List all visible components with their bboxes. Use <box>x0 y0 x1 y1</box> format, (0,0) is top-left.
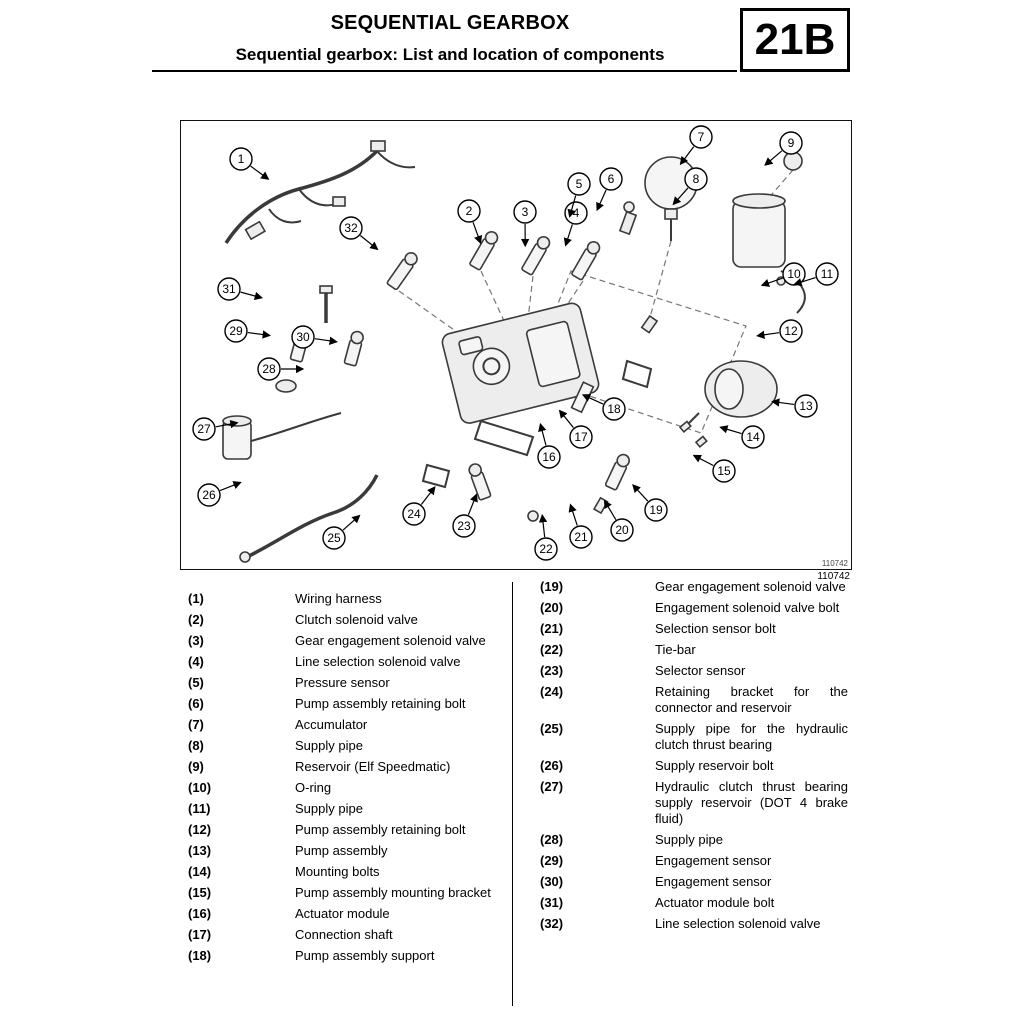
callout-20 <box>605 501 633 541</box>
callout-arrow <box>633 485 648 501</box>
part-row-10 <box>188 780 494 796</box>
callout-14 <box>720 426 764 448</box>
callout-number: 11 <box>820 267 834 282</box>
part-number: (13) <box>188 843 212 858</box>
callout-19 <box>633 485 667 521</box>
part-row-13 <box>188 843 494 859</box>
callout-arrow <box>542 515 544 537</box>
part-number: (29) <box>540 853 564 868</box>
callout-number: 3 <box>521 205 529 220</box>
part-label: Engagement sensor <box>655 853 772 868</box>
part-row-25 <box>540 721 848 753</box>
callout-number: 28 <box>262 362 276 377</box>
part-number: (17) <box>188 927 212 942</box>
part-row-23 <box>540 663 848 679</box>
part-label: Retaining bracket for the connector and reservoir <box>655 684 848 715</box>
part-row-6 <box>188 696 494 712</box>
part-number: (31) <box>540 895 564 910</box>
lower-sensors-drawing <box>423 453 631 521</box>
part-label: Actuator module <box>295 906 390 921</box>
callout-26 <box>198 482 241 506</box>
part-number: (10) <box>188 780 212 795</box>
part-number: (32) <box>540 916 564 931</box>
part-label: Engagement sensor <box>655 874 772 889</box>
callout-30 <box>292 326 337 348</box>
part-number: (21) <box>540 621 564 636</box>
callout-18 <box>583 395 625 420</box>
part-number: (6) <box>188 696 204 711</box>
part-number: (24) <box>540 684 564 699</box>
parts-list-left-column <box>188 591 494 969</box>
callout-arrow <box>765 151 782 165</box>
callout-7 <box>681 126 712 164</box>
part-label: Line selection solenoid valve <box>295 654 461 669</box>
part-row-2 <box>188 612 494 628</box>
callout-number: 27 <box>197 422 211 437</box>
callout-number: 25 <box>327 531 341 546</box>
part-number: (20) <box>540 600 564 615</box>
part-number: (1) <box>188 591 204 606</box>
callout-number: 31 <box>222 282 236 297</box>
callout-arrow <box>315 339 337 342</box>
callout-arrow <box>720 427 741 433</box>
part-row-18 <box>188 948 494 964</box>
callout-number: 24 <box>407 507 421 522</box>
part-row-29 <box>540 853 848 869</box>
callout-number: 6 <box>607 172 615 187</box>
gearbox-illustration <box>223 141 805 562</box>
part-label: Reservoir (Elf Speedmatic) <box>295 759 451 774</box>
part-label: Pump assembly retaining bolt <box>295 696 466 711</box>
callout-number: 21 <box>574 530 588 545</box>
part-row-19 <box>540 579 848 595</box>
part-number: (16) <box>188 906 212 921</box>
callout-arrow <box>566 224 573 245</box>
header-divider-line <box>152 70 737 72</box>
part-row-14 <box>188 864 494 880</box>
part-label: Clutch solenoid valve <box>295 612 418 627</box>
callout-6 <box>597 168 622 210</box>
part-row-24 <box>540 684 848 716</box>
part-row-30 <box>540 874 848 890</box>
callout-1 <box>230 148 268 179</box>
callout-32 <box>340 217 377 249</box>
exploded-diagram <box>181 121 851 569</box>
accumulator-drawing <box>620 157 697 241</box>
callout-4 <box>565 202 587 245</box>
callout-number: 22 <box>539 542 553 557</box>
callout-number: 15 <box>717 464 731 479</box>
part-number: (18) <box>188 948 212 963</box>
callout-31 <box>218 278 262 300</box>
part-label: Pressure sensor <box>295 675 390 690</box>
callout-arrow <box>343 516 360 531</box>
part-label: Connection shaft <box>295 927 393 942</box>
part-label: Supply pipe <box>295 801 363 816</box>
figure-number-inside: 110742 <box>821 559 848 568</box>
part-label: Pump assembly retaining bolt <box>295 822 466 837</box>
part-row-11 <box>188 801 494 817</box>
part-label: Mounting bolts <box>295 864 380 879</box>
callout-number: 12 <box>784 324 798 339</box>
part-row-12 <box>188 822 494 838</box>
figure-number: 110742 <box>817 571 850 582</box>
callout-number: 14 <box>746 430 760 445</box>
callout-13 <box>772 395 817 417</box>
part-number: (7) <box>188 717 204 732</box>
part-row-27 <box>540 779 848 827</box>
part-row-3 <box>188 633 494 649</box>
callout-number: 9 <box>787 136 795 151</box>
callout-arrow <box>360 236 377 250</box>
part-row-9 <box>188 759 494 775</box>
section-code-box: 21B <box>740 8 850 72</box>
part-row-21 <box>540 621 848 637</box>
part-row-22 <box>540 642 848 658</box>
callout-17 <box>560 411 592 448</box>
reservoir-drawing <box>733 152 805 313</box>
part-label: Supply pipe <box>295 738 363 753</box>
part-number: (11) <box>188 801 211 816</box>
part-number: (25) <box>540 721 564 736</box>
callout-arrow <box>421 487 434 504</box>
part-number: (4) <box>188 654 204 669</box>
callout-16 <box>538 424 560 468</box>
actuator-module-drawing <box>440 301 651 455</box>
part-row-31 <box>540 895 848 911</box>
callout-arrow <box>605 501 616 520</box>
callout-number: 8 <box>692 172 700 187</box>
part-row-17 <box>188 927 494 943</box>
page-title: SEQUENTIAL GEARBOX <box>330 12 570 34</box>
callout-number: 4 <box>572 206 580 221</box>
part-label: Supply reservoir bolt <box>655 758 774 773</box>
column-divider-line <box>512 582 513 1006</box>
part-label: Pump assembly mounting bracket <box>295 885 491 900</box>
part-row-32 <box>540 916 848 932</box>
part-row-15 <box>188 885 494 901</box>
callout-21 <box>570 505 592 548</box>
callout-number: 18 <box>607 402 621 417</box>
part-label: Actuator module bolt <box>655 895 775 910</box>
callout-number: 17 <box>574 430 588 445</box>
part-row-28 <box>540 832 848 848</box>
callout-25 <box>323 516 360 549</box>
part-label: Selection sensor bolt <box>655 621 776 636</box>
callout-number: 30 <box>296 330 310 345</box>
callout-12 <box>757 320 802 342</box>
callout-number: 2 <box>465 204 473 219</box>
callout-arrow <box>241 292 262 298</box>
part-label: Engagement solenoid valve bolt <box>655 600 840 615</box>
part-label: Gear engagement solenoid valve <box>295 633 486 648</box>
callout-number: 7 <box>697 130 705 145</box>
part-row-5 <box>188 675 494 691</box>
part-number: (22) <box>540 642 564 657</box>
callout-number: 20 <box>615 523 629 538</box>
part-row-16 <box>188 906 494 922</box>
callout-29 <box>225 320 270 342</box>
part-label: Hydraulic clutch thrust bearing supply reservoir (DOT 4 brake fluid) <box>655 779 848 826</box>
figure-frame <box>180 120 852 570</box>
part-row-8 <box>188 738 494 754</box>
part-number: (2) <box>188 612 204 627</box>
callout-arrow <box>473 222 480 243</box>
part-number: (23) <box>540 663 564 678</box>
wiring-harness-drawing <box>226 141 415 243</box>
part-number: (5) <box>188 675 204 690</box>
callout-number: 13 <box>799 399 813 414</box>
callout-15 <box>694 455 735 482</box>
part-label: Selector sensor <box>655 663 746 678</box>
part-number: (9) <box>188 759 204 774</box>
part-number: (3) <box>188 633 204 648</box>
solenoid-valves-drawing <box>387 230 602 290</box>
callout-23 <box>453 494 476 537</box>
part-label: Pump assembly <box>295 843 388 858</box>
part-label: Wiring harness <box>295 591 382 606</box>
callout-number: 10 <box>787 267 801 282</box>
callout-number: 1 <box>237 152 245 167</box>
part-number: (26) <box>540 758 564 773</box>
callout-arrow <box>220 482 240 490</box>
callout-number: 16 <box>542 450 556 465</box>
callout-arrow <box>772 402 794 405</box>
part-label: Supply pipe for the hydraulic clutch thrust bearing <box>655 721 848 752</box>
callout-arrow <box>681 147 694 165</box>
callout-3 <box>514 201 536 246</box>
callout-arrow <box>540 424 546 445</box>
part-row-20 <box>540 600 848 616</box>
callout-number: 23 <box>457 519 471 534</box>
part-label: Line selection solenoid valve <box>655 916 821 931</box>
part-label: Accumulator <box>295 717 368 732</box>
part-row-1 <box>188 591 494 607</box>
hydraulic-reservoir-drawing <box>223 380 377 562</box>
part-label: Gear engagement solenoid valve <box>655 579 846 594</box>
part-number: (28) <box>540 832 564 847</box>
part-row-26 <box>540 758 848 774</box>
part-label: Pump assembly support <box>295 948 435 963</box>
part-number: (14) <box>188 864 212 879</box>
callout-number: 32 <box>344 221 358 236</box>
callout-arrow <box>560 411 574 428</box>
callout-arrow <box>757 333 779 336</box>
callout-22 <box>535 515 557 560</box>
part-number: (12) <box>188 822 212 837</box>
callout-number: 5 <box>575 177 583 192</box>
callout-arrow <box>597 190 606 210</box>
part-number: (15) <box>188 885 212 900</box>
page-subtitle: Sequential gearbox: List and location of components <box>235 45 665 64</box>
part-number: (19) <box>540 579 564 594</box>
callout-arrow <box>248 333 270 336</box>
callout-number: 29 <box>229 324 243 339</box>
part-row-4 <box>188 654 494 670</box>
callout-2 <box>458 200 481 243</box>
part-row-7 <box>188 717 494 733</box>
part-number: (8) <box>188 738 204 753</box>
callout-24 <box>403 487 435 525</box>
parts-list-right-column <box>540 579 848 937</box>
part-label: Tie-bar <box>655 642 696 657</box>
part-number: (27) <box>540 779 564 794</box>
part-label: Supply pipe <box>655 832 723 847</box>
callout-arrow <box>570 505 577 526</box>
callout-number: 26 <box>202 488 216 503</box>
callout-arrow <box>251 166 269 179</box>
callout-arrow <box>694 455 714 465</box>
part-number: (30) <box>540 874 564 889</box>
callout-number: 19 <box>649 503 663 518</box>
part-label: O-ring <box>295 780 332 795</box>
callout-arrow <box>468 494 476 514</box>
